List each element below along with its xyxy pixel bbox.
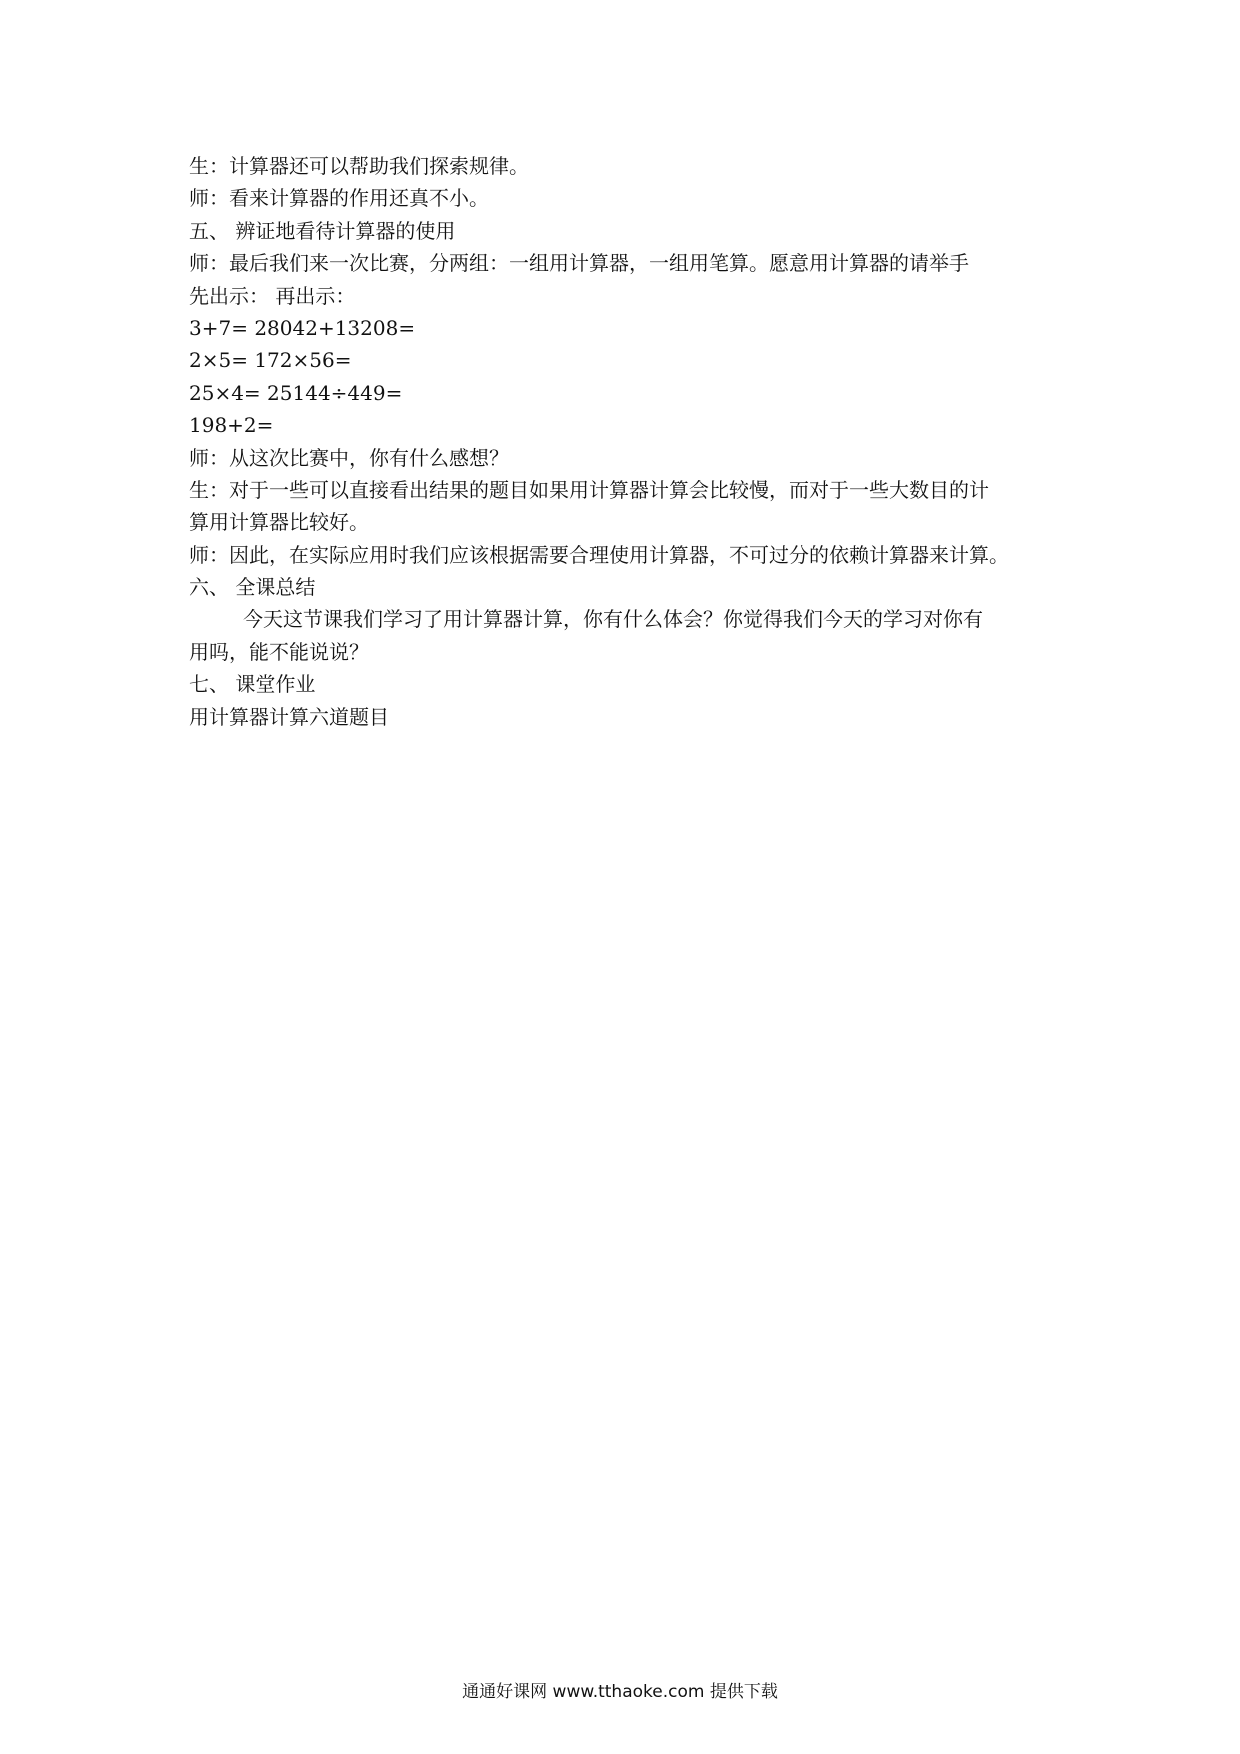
student-line-answer-part2: 算用计算器比较好。 [189, 510, 369, 535]
page-footer: 通通好课网 www.tthaoke.com 提供下载 [462, 1682, 778, 1702]
homework-line: 用计算器计算六道题目 [189, 704, 389, 729]
summary-paragraph-part1: 今天这节课我们学习了用计算器计算，你有什么体会？你觉得我们今天的学习对你有 [243, 607, 983, 632]
student-line-explore: 生：计算器还可以帮助我们探索规律。 [189, 154, 529, 178]
section-heading-6: 六、 全课总结 [189, 575, 316, 600]
problem-row-3: 25×4= 25144÷449= [189, 380, 403, 405]
summary-paragraph-part2: 用吗，能不能说说？ [189, 639, 369, 664]
teacher-line-reflection: 师：从这次比赛中，你有什么感想？ [189, 445, 509, 470]
teacher-line-conclusion: 师：因此，在实际应用时我们应该根据需要合理使用计算器，不可过分的依赖计算器来计算。 [189, 542, 1009, 567]
section-heading-7: 七、 课堂作业 [189, 672, 316, 697]
teacher-line-calculator-useful: 师：看来计算器的作用还真不小。 [189, 186, 489, 211]
document-body [189, 150, 1069, 733]
section-heading-5: 五、 辨证地看待计算器的使用 [189, 218, 456, 243]
problem-row-2: 2×5= 172×56= [189, 348, 352, 373]
student-line-answer-part1: 生：对于一些可以直接看出结果的题目如果用计算器计算会比较慢，而对于一些大数目的计 [189, 477, 989, 502]
problem-row-1: 3+7= 28042+13208= [189, 315, 416, 340]
teacher-line-competition: 师：最后我们来一次比赛，分两组：一组用计算器，一组用笔算。愿意用计算器的请举手 [189, 251, 969, 276]
problem-row-4: 198+2= [189, 413, 274, 438]
show-labels: 先出示： 再出示： [189, 283, 356, 308]
